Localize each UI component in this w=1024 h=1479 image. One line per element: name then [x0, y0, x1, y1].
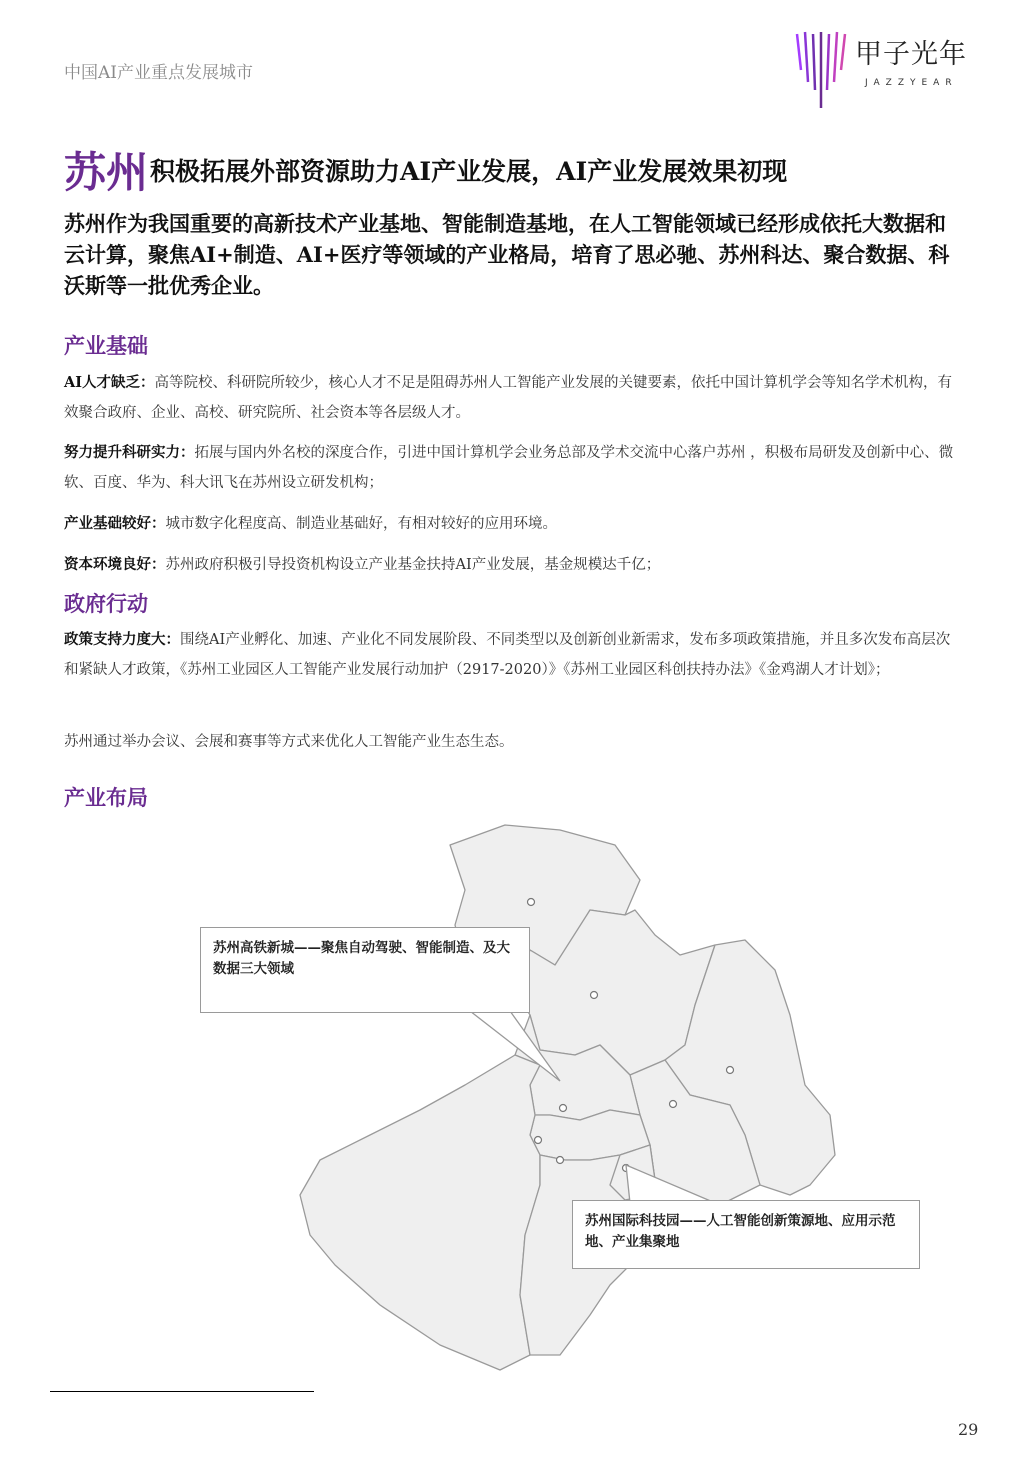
- industry-layout-map: [213, 815, 940, 1385]
- map-district-west: [300, 1055, 540, 1370]
- item-text: 苏州通过举办会议、会展和赛事等方式来优化人工智能产业生态生态。: [64, 734, 514, 750]
- map-marker-east: [727, 1067, 734, 1074]
- brand-logo: [793, 30, 993, 110]
- foundation-item: [64, 550, 964, 580]
- callout-tech-park: 苏州国际科技园——人工智能创新策源地、应用示范地、产业集聚地: [572, 1200, 920, 1269]
- item-label: 资本环境良好：: [64, 556, 166, 573]
- logo-mark-icon: [793, 30, 855, 110]
- map-marker-park: [557, 1157, 564, 1164]
- section-heading-government: 政府行动: [64, 591, 148, 616]
- title-city: 苏州: [64, 148, 149, 197]
- map-marker-gaotie: [560, 1105, 567, 1112]
- intro-paragraph: 苏州作为我国重要的高新技术产业基地、智能制造基地，在人工智能领域已经形成依托大数据和云计算，聚焦AI+制造、AI+医疗等领域的产业格局，培育了思必驰、苏州科达、聚合数据、科沃斯等一批优秀企业。: [64, 211, 950, 298]
- map-marker-north: [528, 899, 535, 906]
- item-text: 高等院校、科研院所较少，核心人才不足是阻碍苏州人工智能产业发展的关键要素，依托中国计算机学会等知名学术机构，有效聚合政府、企业、高校、研究院所、社会资本等各层级人才。: [64, 375, 953, 421]
- item-text: 城市数字化程度高、制造业基础好，有相对较好的应用环境。: [165, 516, 557, 532]
- map-marker-core: [535, 1137, 542, 1144]
- item-label: 产业基础较好：: [64, 515, 166, 532]
- item-label: 努力提升科研实力：: [64, 444, 195, 461]
- item-label: 政策支持力度大：: [64, 631, 180, 648]
- suzhou-district-map: [290, 815, 940, 1385]
- page-header-title: 中国AI产业重点发展城市: [64, 63, 253, 83]
- section-heading-foundation: 产业基础: [64, 333, 148, 358]
- foundation-item: [64, 368, 964, 428]
- map-marker-central-east: [670, 1101, 677, 1108]
- item-label: AI人才缺乏：: [64, 374, 155, 391]
- item-text: 苏州政府积极引导投资机构设立产业基金扶持AI产业发展，基金规模达千亿；: [165, 557, 661, 573]
- section-heading-layout: 产业布局: [64, 785, 148, 810]
- foundation-item: [64, 509, 964, 539]
- logo-name-en: JAZZYEAR: [865, 78, 958, 88]
- logo-name-cn: 甲子光年: [855, 39, 967, 70]
- callout-gaotie: 苏州高铁新城——聚焦自动驾驶、智能制造、及大数据三大领域: [200, 927, 530, 1013]
- title-text: 积极拓展外部资源助力AI产业发展，AI产业发展效果初现: [150, 157, 788, 186]
- item-text: 围绕AI产业孵化、加速、产业化不同发展阶段、不同类型以及创新创业新需求，发布多项政策措施，并且多次发布高层次和紧缺人才政策，《苏州工业园区人工智能产业发展行动加护（2917-2020）》《苏州工业园区科创扶持办法》《金鸡湖人才计划》；: [64, 632, 951, 678]
- page-number: 29: [958, 1420, 979, 1439]
- footnote-divider: [50, 1391, 314, 1392]
- government-item: [64, 625, 964, 685]
- item-text: 拓展与国内外名校的深度合作，引进中国计算机学会业务总部及学术交流中心落户苏州 ，积极布局研发及创新中心、微软、百度、华为、科大讯飞在苏州设立研发机构；: [64, 445, 954, 491]
- map-marker-central-north: [591, 992, 598, 999]
- foundation-item: [64, 438, 964, 498]
- page-title: [64, 140, 787, 200]
- government-item: [64, 727, 964, 757]
